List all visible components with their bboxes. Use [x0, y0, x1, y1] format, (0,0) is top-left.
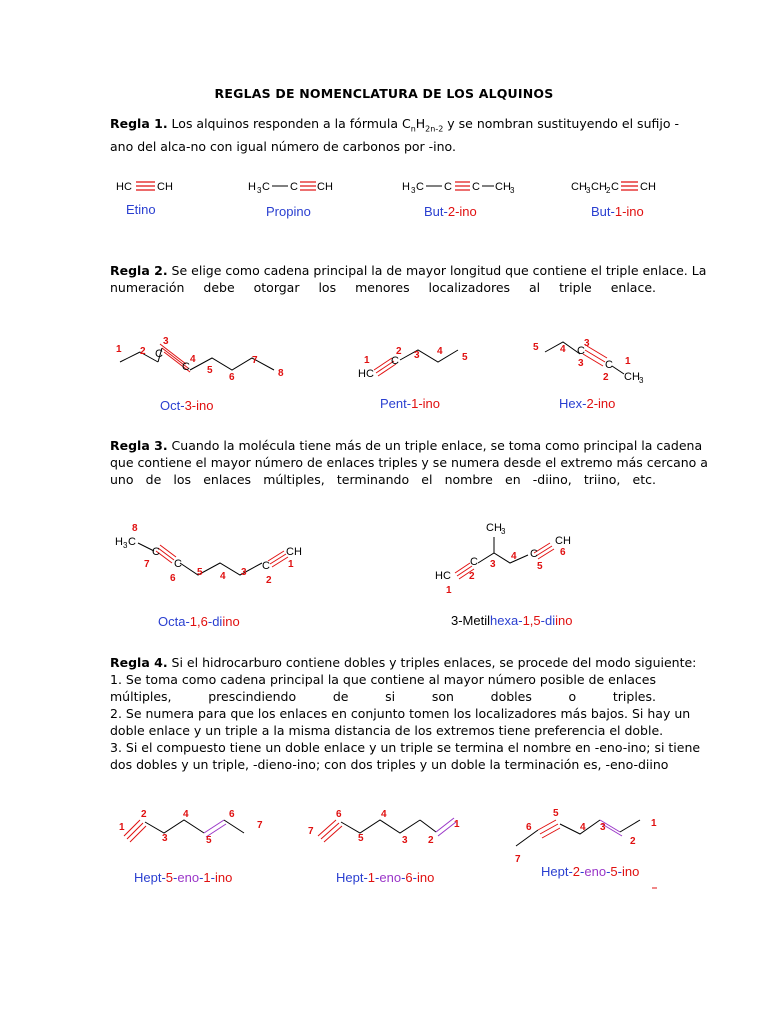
etino-name: Etino — [126, 202, 156, 217]
page-title: REGLAS DE NOMENCLATURA DE LOS ALQUINOS — [214, 86, 554, 101]
svg-text:5: 5 — [206, 835, 212, 846]
rule-4-text: Regla 4. Si el hidrocarburo contiene dobles y triples enlaces, se procede del modo siguiente: 1. Se toma como cadena principal la que contiene al mayor número posible de enlaces múltiples, prescindiendo de si son dobles o triples. 2. Se numera para que los enlaces en conjunto tomen los localizadores más bajos. Si hay un doble enlace y un triple a la misma distancia de los extremos tiene preferencia el doble. 3. Si el compuesto tiene un doble enlace y un triple se termina el nombre en -eno-ino; si tiene dos dobles y un triple, -dieno-ino; con dos triples y un doble la terminación es, -eno-diino — [110, 655, 701, 772]
svg-text:C: C — [152, 546, 160, 558]
svg-text:3: 3 — [414, 350, 420, 361]
hept-1-eno-6-ino-locants — [308, 809, 460, 846]
svg-text:2: 2 — [630, 836, 636, 847]
svg-text:1: 1 — [116, 344, 122, 355]
svg-text:C: C — [577, 345, 585, 357]
oct-3-ino-name: Oct-3-ino — [160, 398, 214, 413]
svg-text:3: 3 — [490, 559, 496, 570]
svg-text:5: 5 — [207, 365, 213, 376]
rule-4-figures — [0, 800, 768, 910]
svg-text:2: 2 — [266, 575, 272, 586]
svg-text:HC: HC — [435, 570, 451, 582]
hept-1-eno-6-ino-name: Hept-1-eno-6-ino — [336, 870, 435, 885]
svg-text:7: 7 — [144, 559, 150, 570]
svg-text:C: C — [290, 181, 298, 193]
svg-text:HC: HC — [116, 181, 132, 193]
hex-2-ino-name: Hex-2-ino — [559, 396, 616, 411]
rule-1-figures — [0, 170, 768, 230]
svg-text:2: 2 — [396, 346, 402, 357]
svg-text:6: 6 — [229, 809, 235, 820]
svg-text:4: 4 — [381, 809, 387, 820]
svg-text:HC: HC — [358, 368, 374, 380]
hept-5-eno-1-ino-name: Hept-5-eno-1-ino — [134, 870, 233, 885]
svg-text:C: C — [262, 181, 270, 193]
octa-1-6-diino-locants — [115, 523, 302, 586]
rule-4-label: Regla 4. — [110, 655, 168, 670]
rule-3-text: Regla 3. Cuando la molécula tiene más de un triple enlace, se toma como principal la cadena que contiene el mayor número de enlaces triples y se numera desde el extremo más cercano a uno de los enlaces múltiples, terminando el nombre en -diino, triino, etc. — [110, 438, 708, 487]
svg-text:2: 2 — [603, 372, 609, 383]
svg-text:3: 3 — [402, 835, 408, 846]
svg-text:CH: CH — [640, 181, 656, 193]
svg-text:3: 3 — [241, 567, 247, 578]
svg-text:5: 5 — [553, 808, 559, 819]
rule-2-label: Regla 2. — [110, 263, 168, 278]
svg-text:3: 3 — [501, 527, 506, 536]
etino-structure — [116, 181, 173, 193]
svg-text:C: C — [444, 181, 452, 193]
svg-text:CH: CH — [317, 181, 333, 193]
svg-text:5: 5 — [358, 833, 364, 844]
svg-text:4: 4 — [580, 822, 586, 833]
svg-text:CH: CH — [157, 181, 173, 193]
svg-text:C: C — [470, 556, 478, 568]
hept-5-eno-1-ino-structure — [124, 820, 244, 842]
svg-text:C: C — [611, 181, 619, 193]
hex-2-ino-locants — [533, 338, 644, 385]
rule-3-figures — [0, 515, 768, 635]
svg-text:4: 4 — [437, 346, 443, 357]
pent-1-ino-locants — [358, 346, 468, 380]
rule-1-text: Regla 1. Los alquinos responden a la fórmula $C_nH_{2n-2}$ y se nombran sustituyendo el sufijo - ano del alca-no con igual número de carbonos por -ino. — [110, 116, 679, 154]
svg-text:C: C — [416, 181, 424, 193]
but-1-ino-name: But-1-ino — [591, 204, 644, 219]
svg-text:C: C — [530, 548, 538, 560]
svg-text:2: 2 — [428, 835, 434, 846]
propino-name: Propino — [266, 204, 311, 219]
svg-text:3: 3 — [600, 822, 606, 833]
rule-1-label: Regla 1. — [110, 116, 168, 131]
svg-text:1: 1 — [364, 355, 370, 366]
svg-text:5: 5 — [537, 561, 543, 572]
svg-text:3: 3 — [584, 338, 590, 349]
svg-text:7: 7 — [515, 854, 521, 865]
svg-text:3: 3 — [578, 358, 584, 369]
svg-text:CH: CH — [624, 371, 640, 383]
propino-structure — [248, 181, 333, 195]
svg-text:C: C — [391, 355, 399, 367]
svg-text:C: C — [174, 558, 182, 570]
svg-text:C: C — [128, 536, 136, 548]
svg-text:3: 3 — [123, 541, 128, 550]
svg-text:4: 4 — [511, 551, 517, 562]
svg-text:1: 1 — [625, 356, 631, 367]
svg-text:3: 3 — [163, 336, 169, 347]
svg-text:C: C — [182, 361, 190, 373]
svg-text:2: 2 — [606, 186, 611, 195]
hept-2-eno-5-ino-structure — [516, 820, 640, 846]
svg-text:4: 4 — [190, 354, 196, 365]
svg-text:6: 6 — [170, 573, 176, 584]
svg-text:CH: CH — [495, 181, 511, 193]
svg-text:1: 1 — [651, 818, 657, 829]
svg-text:6: 6 — [526, 822, 532, 833]
svg-text:H: H — [248, 181, 256, 193]
rule-2-figures — [0, 330, 768, 420]
svg-text:2: 2 — [140, 346, 146, 357]
hept-1-eno-6-ino-structure — [318, 818, 456, 842]
but-2-ino-name: But-2-ino — [424, 204, 477, 219]
svg-text:8: 8 — [278, 368, 284, 379]
svg-text:8: 8 — [132, 523, 138, 534]
svg-text:3: 3 — [411, 186, 416, 195]
svg-text:1: 1 — [454, 819, 460, 830]
svg-text:H: H — [115, 536, 123, 548]
svg-text:7: 7 — [257, 820, 263, 831]
svg-text:CH: CH — [486, 522, 502, 534]
svg-text:C: C — [472, 181, 480, 193]
svg-text:6: 6 — [560, 547, 566, 558]
svg-text:6: 6 — [229, 372, 235, 383]
pent-1-ino-name: Pent-1-ino — [380, 396, 440, 411]
svg-text:H: H — [402, 181, 410, 193]
svg-text:CH: CH — [571, 181, 587, 193]
hept-2-eno-5-ino-name: Hept-2-eno-5-ino — [541, 864, 640, 879]
svg-text:C: C — [262, 560, 270, 572]
hept-5-eno-1-ino-locants — [119, 809, 263, 846]
svg-text:5: 5 — [533, 342, 539, 353]
svg-text:CH: CH — [591, 181, 607, 193]
svg-text:3: 3 — [586, 186, 591, 195]
svg-text:6: 6 — [336, 809, 342, 820]
svg-text:3: 3 — [162, 833, 168, 844]
svg-text:2: 2 — [469, 571, 475, 582]
svg-text:3: 3 — [639, 376, 644, 385]
rule-3-label: Regla 3. — [110, 438, 168, 453]
svg-text:3: 3 — [257, 186, 262, 195]
svg-text:CH: CH — [286, 546, 302, 558]
but-1-ino-structure — [571, 181, 656, 195]
svg-text:4: 4 — [220, 571, 226, 582]
oct-3-ino-locants — [116, 336, 284, 383]
svg-text:1: 1 — [119, 822, 125, 833]
svg-text:4: 4 — [183, 809, 189, 820]
svg-text:3: 3 — [510, 186, 515, 195]
svg-text:1: 1 — [446, 585, 452, 596]
hept-2-eno-5-ino-locants — [515, 808, 657, 865]
svg-text:5: 5 — [197, 567, 203, 578]
svg-text:C: C — [155, 348, 163, 360]
svg-text:C: C — [605, 359, 613, 371]
metilhexa-diino-name: 3-Metilhexa-1,5-diino — [451, 613, 573, 628]
but-2-ino-structure — [402, 181, 515, 195]
svg-text:CH: CH — [555, 535, 571, 547]
svg-text:1: 1 — [288, 559, 294, 570]
svg-text:2: 2 — [141, 809, 147, 820]
svg-text:4: 4 — [560, 344, 566, 355]
rule-2-text: Regla 2. Se elige como cadena principal la de mayor longitud que contiene el triple enlace. La numeración debe otorgar los menores localizadores al triple enlace. — [110, 263, 707, 295]
svg-text:7: 7 — [308, 826, 314, 837]
octa-1-6-diino-name: Octa-1,6-diino — [158, 614, 240, 629]
svg-text:7: 7 — [252, 355, 258, 366]
svg-text:5: 5 — [462, 352, 468, 363]
